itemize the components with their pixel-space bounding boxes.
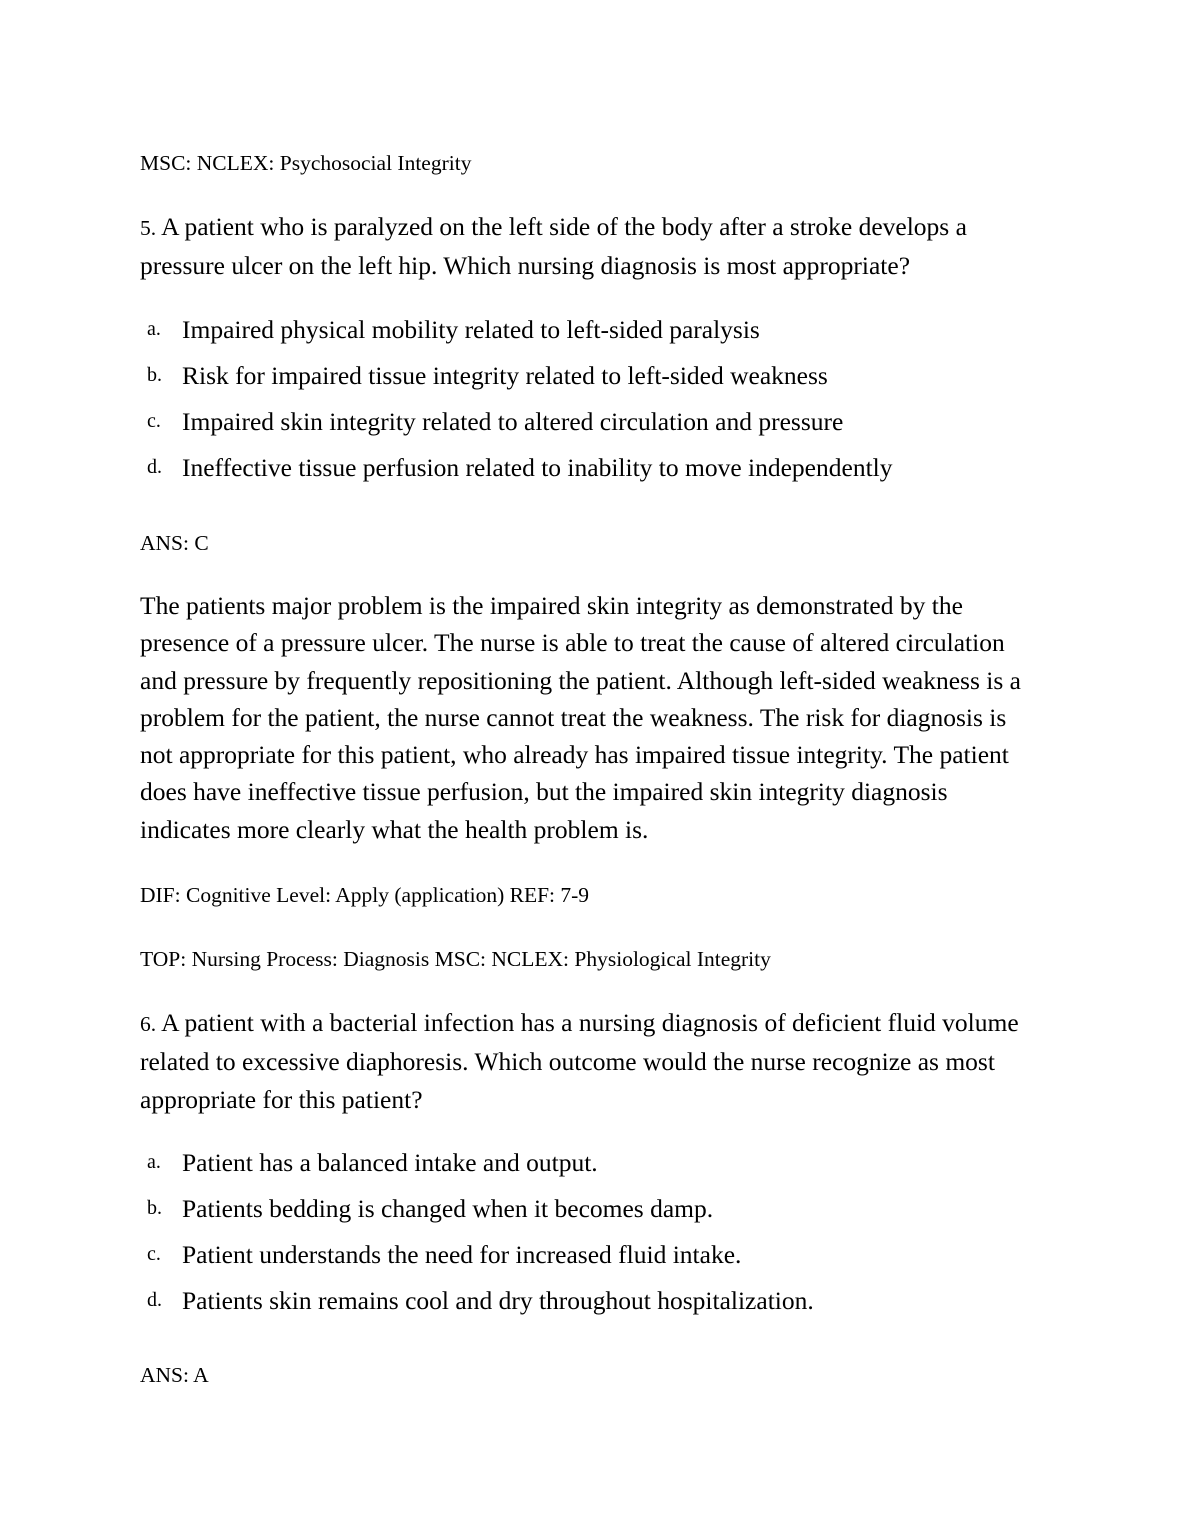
rationale-line: The patients major problem is the impaired skin integrity as demonstrated by the: [140, 591, 963, 620]
rationale-line: not appropriate for this patient, who already has impaired tissue integrity. The patient: [140, 740, 1009, 770]
choice-letter: b.: [147, 1197, 162, 1219]
rationale: [140, 587, 1021, 848]
question-stem-line: appropriate for this patient?: [140, 1084, 423, 1114]
topic-line: TOP: Nursing Process: Diagnosis MSC: NCLEX: Physiological Integrity: [140, 947, 771, 971]
question-number: 6.: [140, 1012, 157, 1036]
question-stem-line: 6. A patient with a bacterial infection has a nursing diagnosis of deficient fluid volume: [140, 1008, 1019, 1037]
choice-text: Patient understands the need for increased fluid intake.: [182, 1240, 742, 1269]
question-stem-line: 5. A patient who is paralyzed on the left side of the body after a stroke develops a: [140, 212, 967, 241]
choice-text: Patient has a balanced intake and output.: [182, 1148, 598, 1177]
question-6-stem: [140, 1004, 1019, 1118]
choice-letter: c.: [147, 410, 161, 432]
choice-text: Ineffective tissue perfusion related to inability to move independently: [182, 453, 893, 482]
choice-text: Patients skin remains cool and dry throughout hospitalization.: [182, 1286, 814, 1315]
choice-letter: c.: [147, 1243, 161, 1265]
rationale-line: presence of a pressure ulcer. The nurse is able to treat the cause of altered circulation: [140, 628, 1005, 658]
choice-text: Impaired skin integrity related to altered circulation and pressure: [182, 407, 844, 436]
rationale-line: problem for the patient, the nurse cannot treat the weakness. The risk for diagnosis is: [140, 702, 1007, 732]
question-number: 5.: [140, 216, 157, 240]
choice-text: Patients bedding is changed when it becomes damp.: [182, 1194, 714, 1223]
choice-letter: b.: [147, 364, 162, 386]
choice-letter: d.: [147, 456, 162, 478]
choice-letter: a.: [147, 1151, 161, 1173]
question-stem-line: pressure ulcer on the left hip. Which nursing diagnosis is most appropriate?: [140, 251, 911, 281]
answer-key: ANS: A: [140, 1363, 209, 1387]
choice-letter: d.: [147, 1289, 162, 1311]
choice-text: Impaired physical mobility related to left-sided paralysis: [182, 315, 760, 344]
choice-letter: a.: [147, 318, 161, 340]
rationale-line: and pressure by frequently repositioning the patient. Although left-sided weakness is a: [140, 665, 1021, 695]
rationale-line: does have ineffective tissue perfusion, but the impaired skin integrity diagnosis: [140, 777, 948, 807]
answer-key: ANS: C: [140, 531, 209, 555]
choice-text: Risk for impaired tissue integrity related to left-sided weakness: [182, 361, 828, 390]
msc-line: MSC: NCLEX: Psychosocial Integrity: [140, 151, 472, 175]
rationale-line: indicates more clearly what the health problem is.: [140, 814, 649, 844]
question-5-stem: [140, 208, 967, 285]
difficulty-line: DIF: Cognitive Level: Apply (application) REF: 7-9: [140, 883, 590, 907]
question-stem-line: related to excessive diaphoresis. Which outcome would the nurse recognize as most: [140, 1047, 995, 1077]
